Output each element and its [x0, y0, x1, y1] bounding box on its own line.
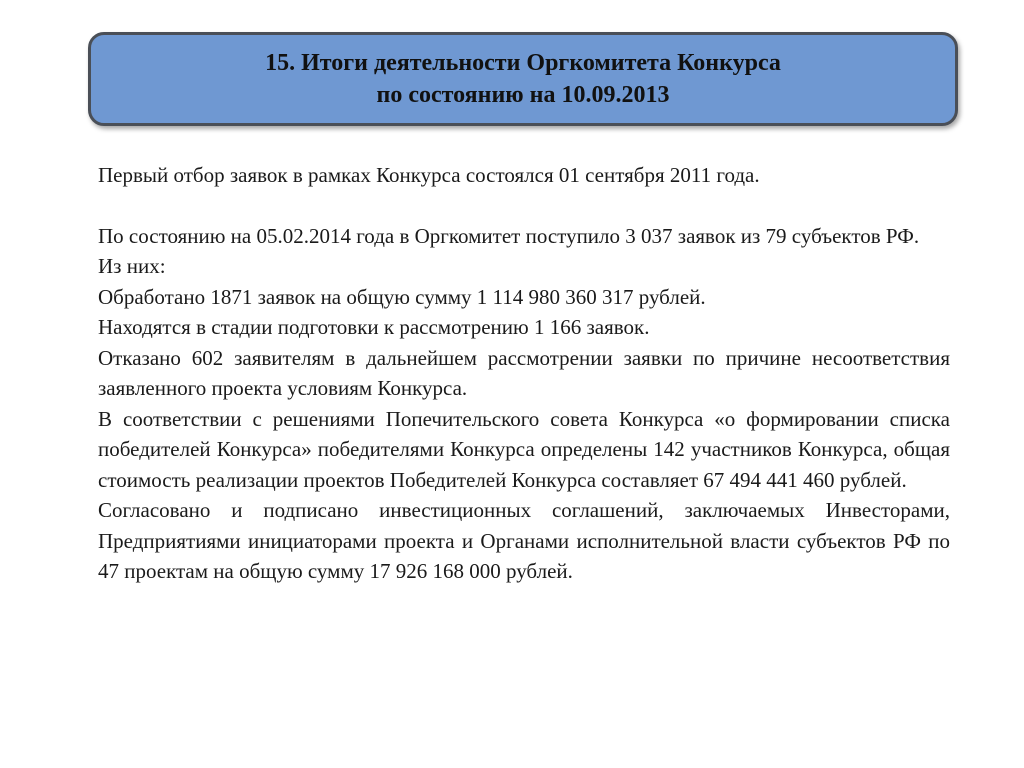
paragraph-refused: Отказано 602 заявителям в дальнейшем рассмотрении заявки по причине несоответствия заявленного проекта условиям Конкурса. — [98, 345, 950, 400]
title-line-1: 15. Итоги деятельности Оргкомитета Конкурса — [265, 50, 781, 76]
paragraph-winners: В соответствии с решениями Попечительского совета Конкурса «о формировании списка победителей Конкурса» победителями Конкурса определены 142 участников Конкурса, общая стоимость реализации проектов Победителей Конкурса составляет 67 494 441 460 рублей. — [98, 406, 950, 492]
body-text — [98, 160, 950, 587]
paragraph-first-selection: Первый отбор заявок в рамках Конкурса состоялся 01 сентября 2011 года. — [98, 163, 760, 187]
paragraph-of-them: Из них: — [98, 254, 166, 278]
title-line-2: по состоянию на 10.09.2013 — [376, 82, 670, 108]
paragraph-agreements: Согласовано и подписано инвестиционных соглашений, заключаемых Инвесторами, Предприятиями инициаторами проекта и Органами исполнительной власти субъектов РФ по 47 проектам на общую сумму 17 926 168 000 рублей. — [98, 498, 950, 583]
paragraph-processed: Обработано 1871 заявок на общую сумму 1 114 980 360 317 рублей. — [98, 284, 706, 309]
paragraph-applications-received: По состоянию на 05.02.2014 года в Оргкомитет поступило 3 037 заявок из 79 субъектов РФ. — [98, 223, 920, 248]
title-banner — [88, 32, 958, 126]
paragraph-in-preparation: Находятся в стадии подготовки к рассмотрению 1 166 заявок. — [98, 315, 650, 339]
